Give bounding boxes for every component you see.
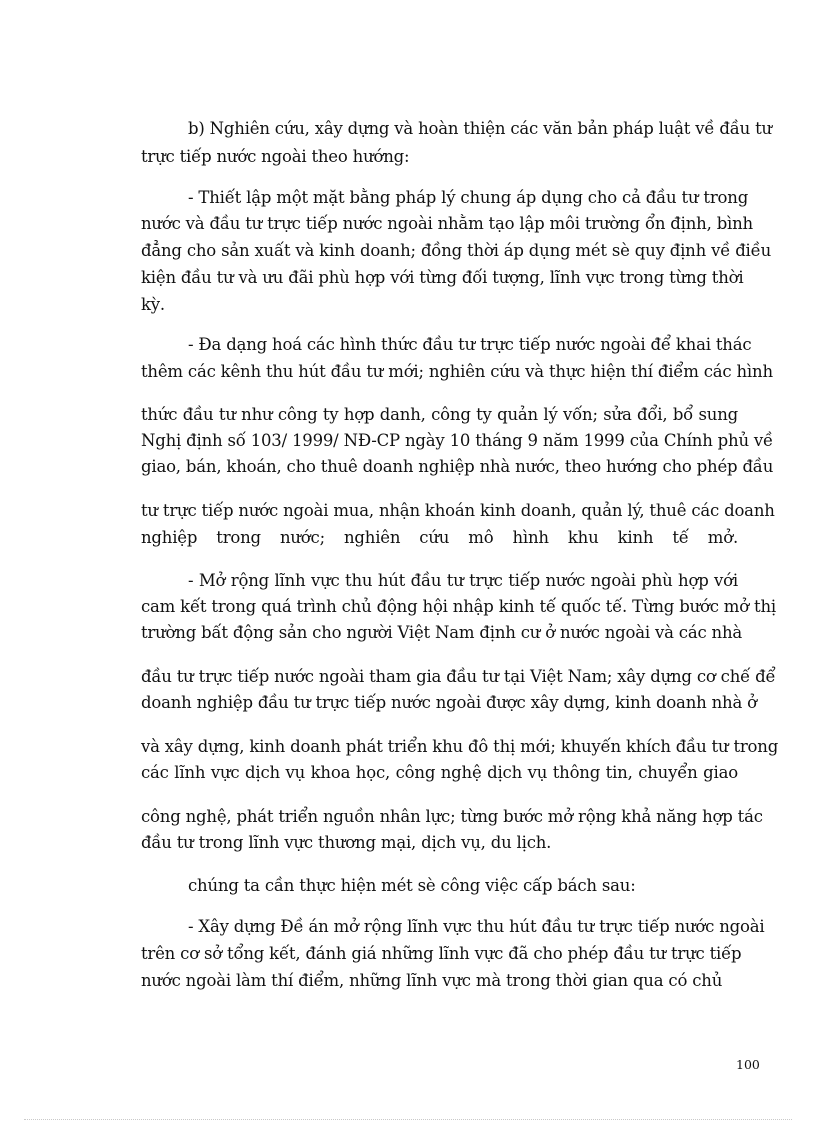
text-line: thức đầu tư như công ty hợp danh, công ty quản lý vốn; sửa đổi, bổ sung — [141, 405, 738, 424]
page-number: 100 — [736, 1057, 760, 1072]
text-line: công nghệ, phát triển nguồn nhân lực; từng bước mở rộng khả năng hợp tác — [141, 807, 763, 826]
text-line: thêm các kênh thu hút đầu tư mới; nghiên cứu và thực hiện thí điểm các hình — [141, 362, 773, 381]
text-line: - Thiết lập một mặt bằng pháp lý chung áp dụng cho cả đầu tư trong — [188, 188, 749, 207]
text-line: trường bất động sản cho người Việt Nam định cư ở nước ngoài và các nhà — [141, 623, 743, 642]
text-line: kỳ. — [141, 295, 165, 314]
text-line: cam kết trong quá trình chủ động hội nhập kinh tế quốc tế. Từng bước mở thị — [141, 597, 776, 616]
text-line: đầu tư trong lĩnh vực thương mại, dịch vụ, du lịch. — [141, 833, 552, 852]
text-line: giao, bán, khoán, cho thuê doanh nghiệp nhà nước, theo hướng cho phép đầu — [141, 457, 774, 476]
text-line: - Đa dạng hoá các hình thức đầu tư trực tiếp nước ngoài để khai thác — [188, 335, 752, 354]
bottom-divider — [24, 1119, 792, 1120]
text-line: chúng ta cần thực hiện mét sè công việc cấp bách sau: — [188, 876, 636, 895]
text-line: nước ngoài làm thí điểm, những lĩnh vực mà trong thời gian qua có chủ — [141, 971, 723, 990]
text-line: - Xây dựng Đề án mở rộng lĩnh vực thu hút đầu tư trực tiếp nước ngoài — [188, 917, 765, 936]
text-line: - Mở rộng lĩnh vực thu hút đầu tư trực tiếp nước ngoài phù hợp với — [188, 571, 738, 590]
text-line: đẳng cho sản xuất và kinh doanh; đồng thời áp dụng mét sè quy định về điều — [141, 241, 772, 260]
text-line: và xây dựng, kinh doanh phát triển khu đô thị mới; khuyến khích đầu tư trong — [141, 737, 779, 756]
text-line: đầu tư trực tiếp nước ngoài tham gia đầu tư tại Việt Nam; xây dựng cơ chế để — [141, 667, 776, 686]
text-line: tư trực tiếp nước ngoài mua, nhận khoán kinh doanh, quản lý, thuê các doanh — [141, 501, 775, 520]
text-line: các lĩnh vực dịch vụ khoa học, công nghệ dịch vụ thông tin, chuyển giao — [141, 763, 738, 782]
text-line: kiện đầu tư và ưu đãi phù hợp với từng đối tượng, lĩnh vực trong từng thời — [141, 268, 744, 287]
text-line: doanh nghiệp đầu tư trực tiếp nước ngoài được xây dựng, kinh doanh nhà ở — [141, 693, 757, 712]
text-line: trực tiếp nước ngoài theo hướng: — [141, 147, 410, 166]
text-line: Nghị định số 103/ 1999/ NĐ-CP ngày 10 tháng 9 năm 1999 của Chính phủ về — [141, 431, 773, 450]
text-line: b) Nghiên cứu, xây dựng và hoàn thiện các văn bản pháp luật về đầu tư — [188, 119, 772, 138]
text-line: nghiệp trong nước; nghiên cứu mô hình khu kinh tế mở. — [141, 528, 738, 547]
text-line: nước và đầu tư trực tiếp nước ngoài nhằm tạo lập môi trường ổn định, bình — [141, 214, 753, 233]
text-line: trên cơ sở tổng kết, đánh giá những lĩnh vực đã cho phép đầu tư trực tiếp — [141, 944, 742, 963]
